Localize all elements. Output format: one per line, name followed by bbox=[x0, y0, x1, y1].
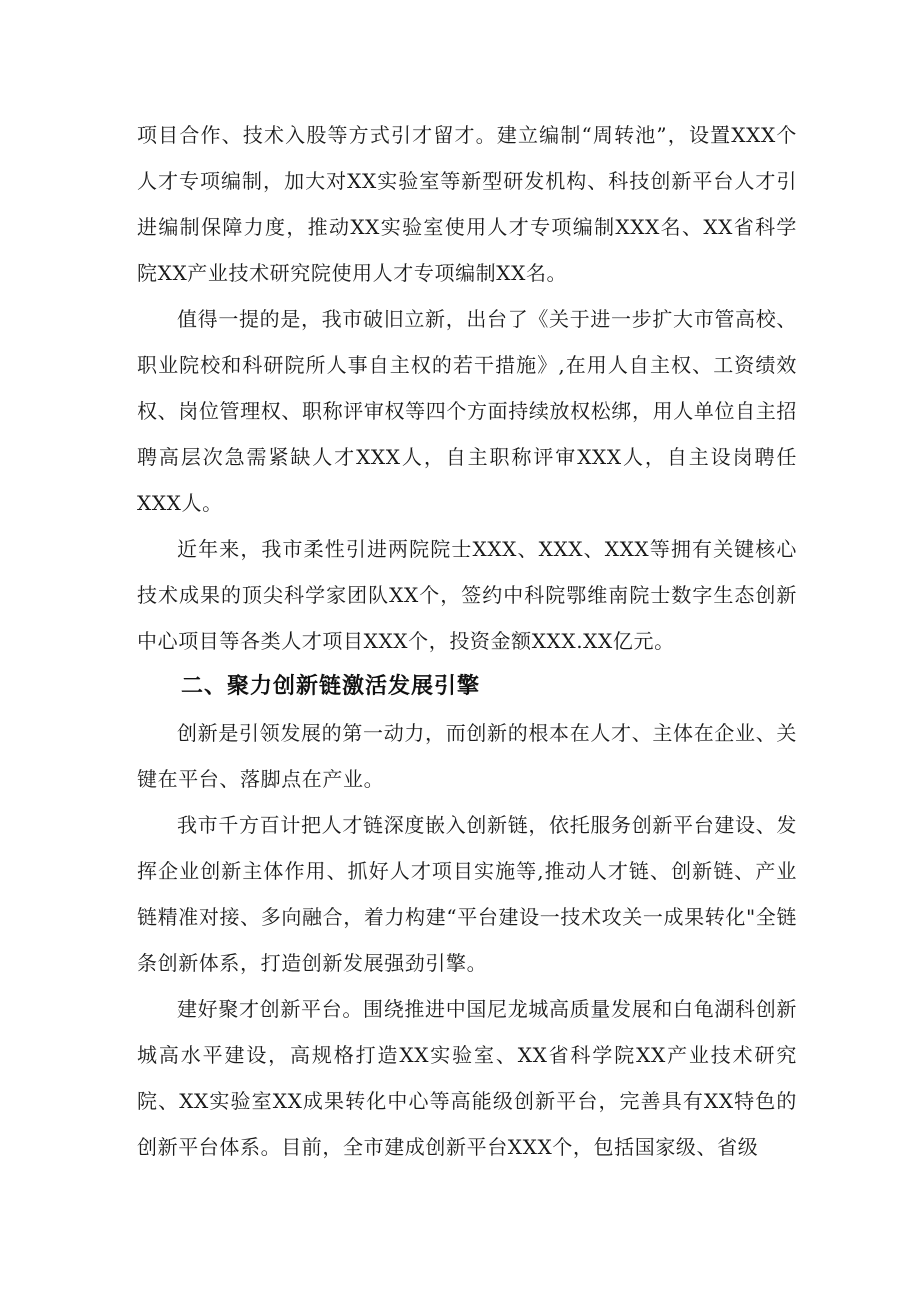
paragraph-chain-integration: 我市千方百计把人才链深度嵌入创新链，依托服务创新平台建设、发挥企业创新主体作用、抓好人才项目实施等,推动人才链、创新链、产业链精准对接、多向融合，着力构建“平台建设一技术攻关一成果转化"全链条创新体系，打造创新发展强劲引擎。 bbox=[137, 813, 797, 975]
paragraph-flexible-introduction: 近年来，我市柔性引进两院院士XXX、XXX、XXX等拥有关键核心技术成果的顶尖科学家团队XX个，签约中科院鄂维南院士数字生态创新中心项目等各类人才项目XXX个，投资金额XXX.XX亿元。 bbox=[137, 537, 797, 653]
section-heading-innovation-chain: 二、聚力创新链激活发展引擎 bbox=[181, 674, 481, 699]
paragraph-talent-retention: 项目合作、技术入股等方式引才留才。建立编制“周转池”，设置XXX个人才专项编制，加大对XX实验室等新型研发机构、科技创新平台人才引进编制保障力度，推动XX实验室使用人才专项编制XXX名、XX省科学院XX产业技术研究院使用人才专项编制XX名。 bbox=[137, 123, 797, 285]
paragraph-personnel-autonomy: 值得一提的是，我市破旧立新，出台了《关于进一步扩大市管高校、职业院校和科研院所人事自主权的若干措施》,在用人自主权、工资绩效权、岗位管理权、职称评审权等四个方面持续放权松绑，用人单位自主招聘高层次急需紧缺人才XXX人，自主职称评审XXX人，自主设岗聘任XXX人。 bbox=[137, 307, 797, 515]
paragraph-innovation-platform: 建好聚才创新平台。围绕推进中国尼龙城高质量发展和白龟湖科创新城高水平建设，高规格打造XX实验室、XX省科学院XX产业技术研究院、XX实验室XX成果转化中心等高能级创新平台，完善具有XX特色的创新平台体系。目前，全市建成创新平台XXX个，包括国家级、省级 bbox=[137, 997, 797, 1159]
paragraph-innovation-driver: 创新是引领发展的第一动力，而创新的根本在人才、主体在企业、关键在平台、落脚点在产业。 bbox=[137, 721, 797, 791]
document-body bbox=[137, 112, 797, 1170]
